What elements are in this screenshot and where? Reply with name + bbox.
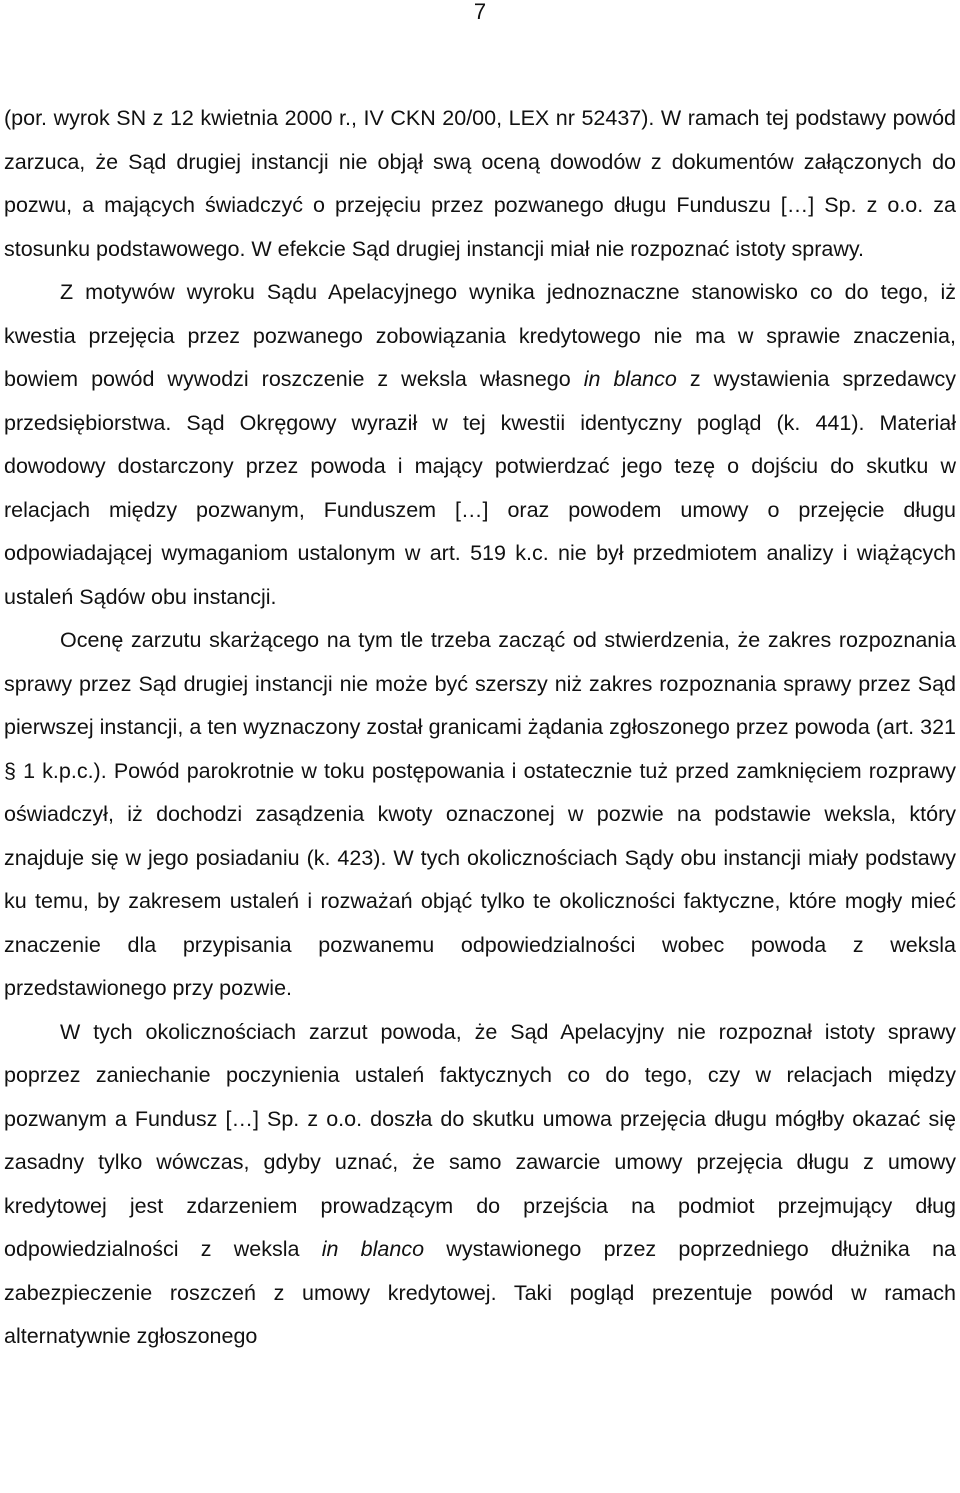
- paragraph: [4, 619, 956, 1011]
- paragraph: [4, 97, 956, 271]
- paragraph: [4, 271, 956, 619]
- text-segment: wystawionego przez poprzedniego dłużnika na zabezpieczenie roszczeń z umowy kredytowej. Taki pogląd prezentuje powód w ramach alternatywnie zgłoszonego: [4, 1237, 956, 1348]
- document-body: [4, 97, 956, 1359]
- page-number: 7: [473, 0, 487, 24]
- italic-text-segment: in blanco: [321, 1237, 425, 1261]
- italic-text-segment: in blanco: [583, 367, 677, 391]
- paragraph: [4, 1011, 956, 1359]
- text-segment: Z motywów wyroku Sądu Apelacyjnego wynika jednoznaczne stanowisko co do tego, iż kwestia przejęcia przez pozwanego zobowiązania kredytowego nie ma w sprawie znaczenia, bowiem powód wywodzi roszczenie z weksla własnego: [4, 280, 956, 391]
- text-segment: z wystawienia sprzedawcy przedsiębiorstwa. Sąd Okręgowy wyraził w tej kwestii identyczny pogląd (k. 441). Materiał dowodowy dostarczony przez powoda i mający potwierdzać jego tezę o dojściu do skutku w relacjach między pozwanym, Funduszem […] oraz powodem umowy o przejęcie długu odpowiadającej wymaganiom ustalonym w art. 519 k.c. nie był przedmiotem analizy i wiążących ustaleń Sądów obu instancji.: [4, 367, 956, 609]
- text-segment: W tych okolicznościach zarzut powoda, że Sąd Apelacyjny nie rozpoznał istoty sprawy poprzez zaniechanie poczynienia ustaleń faktycznych co do tego, czy w relacjach między pozwanym a Fundusz […] Sp. z o.o. doszła do skutku umowa przejęcia długu mógłby okazać się zasadny tylko wówczas, gdyby uznać, że samo zawarcie umowy przejęcia długu z umowy kredytowej jest zdarzeniem prowadzącym do przejścia na podmiot przejmujący dług odpowiedzialności z weksla: [4, 1019, 956, 1261]
- text-segment: Ocenę zarzutu skarżącego na tym tle trzeba zacząć od stwierdzenia, że zakres rozpoznania sprawy przez Sąd drugiej instancji nie może być szerszy niż zakres rozpoznania sprawy przez Sąd pierwszej instancji, a ten wyznaczony został granicami żądania zgłoszonego przez powoda (art. 321 § 1 k.p.c.). Powód parokrotnie w toku postępowania i ostatecznie tuż przed zamknięciem rozprawy oświadczył, iż dochodzi zasądzenia kwoty oznaczonej w pozwie na podstawie weksla, który znajduje się w jego posiadaniu (k. 423). W tych okolicznościach Sądy obu instancji miały podstawy ku temu, by zakresem ustaleń i rozważań objąć tylko te okoliczności faktyczne, które mogły mieć znaczenie dla przypisania pozwanemu odpowiedzialności wobec powoda z weksla przedstawionego przy pozwie.: [4, 628, 956, 1000]
- text-segment: (por. wyrok SN z 12 kwietnia 2000 r., IV CKN 20/00, LEX nr 52437). W ramach tej podstawy powód zarzuca, że Sąd drugiej instancji nie objął swą oceną dowodów z dokumentów załączonych do pozwu, a mających świadczyć o przejęciu przez pozwanego długu Funduszu […] Sp. z o.o. za stosunku podstawowego. W efekcie Sąd drugiej instancji miał nie rozpoznać istoty sprawy.: [4, 106, 956, 261]
